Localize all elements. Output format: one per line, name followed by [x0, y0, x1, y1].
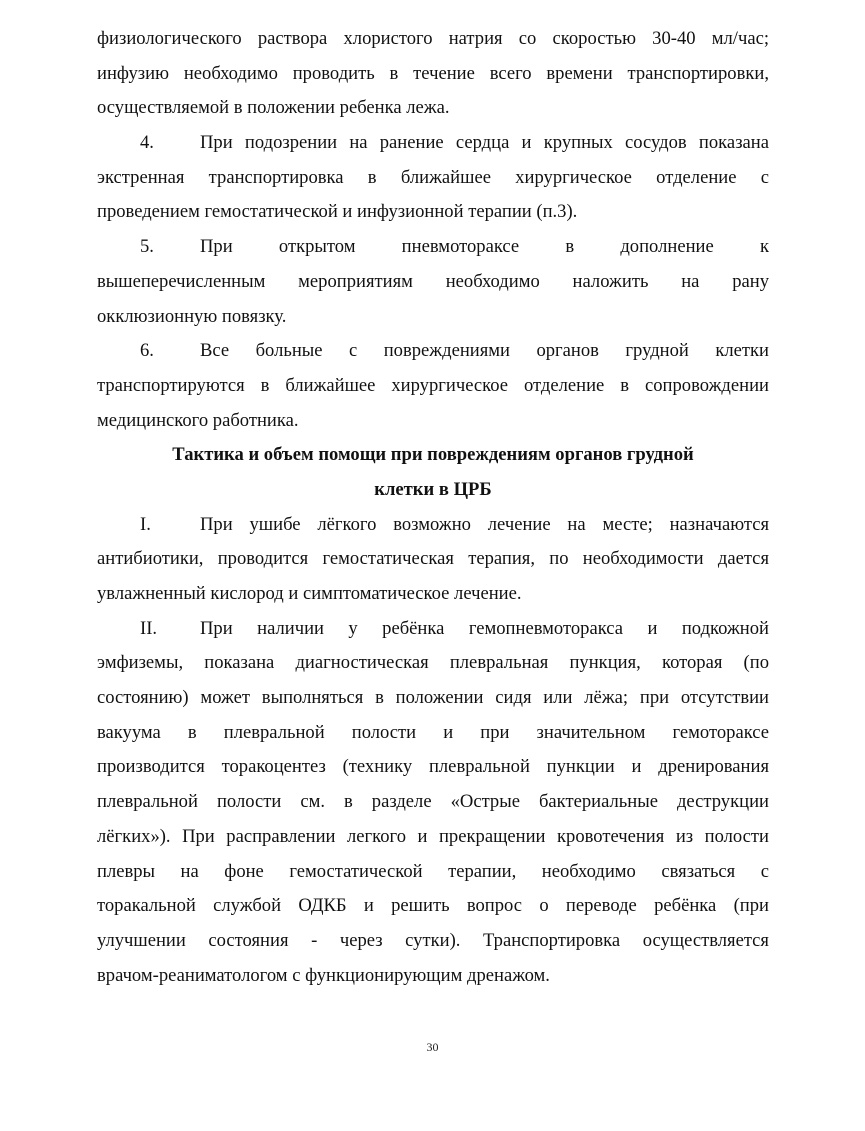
- item-first-line: [97, 612, 769, 647]
- heading-line: клетки в ЦРБ: [374, 478, 492, 500]
- text-line: увлажненный кислород и симптоматическое лечение.: [97, 583, 522, 604]
- text-line: транспортируются в ближайшее хирургическое отделение в сопровождении: [97, 374, 769, 396]
- item-number: 5.: [140, 236, 154, 258]
- page-number: 30: [426, 1040, 439, 1054]
- document-page: [97, 22, 769, 993]
- item-first-line: [97, 230, 769, 265]
- section-item-i: [97, 508, 769, 612]
- text-line: торакальной службой ОДКБ и решить вопрос о переводе ребёнка (при: [97, 895, 769, 917]
- text-line: плевральной полости см. в разделе «Острые бактериальные деструкции: [97, 791, 769, 813]
- item-number: I.: [140, 513, 151, 535]
- item-first-text: Все больные с повреждениями органов грудной клетки: [200, 340, 769, 362]
- intro-paragraph: [97, 22, 769, 126]
- text-line: состоянию) может выполняться в положении сидя или лёжа; при отсутствии: [97, 687, 769, 709]
- text-line: вышеперечисленным мероприятиям необходимо наложить на рану: [97, 270, 769, 292]
- heading-line: Тактика и объем помощи при повреждениям органов грудной: [172, 444, 694, 466]
- list-item-6: [97, 334, 769, 438]
- item-first-line: [97, 334, 769, 369]
- section-item-ii: [97, 612, 769, 994]
- item-number: 6.: [140, 340, 154, 362]
- item-first-line: [97, 508, 769, 543]
- item-number: II.: [140, 617, 158, 639]
- text-line: эмфиземы, показана диагностическая плевральная пункция, которая (по: [97, 652, 769, 674]
- text-line: медицинского работника.: [97, 409, 299, 431]
- text-line: окклюзионную повязку.: [97, 305, 287, 327]
- text-line: физиологического раствора хлористого натрия со скоростью 30-40 мл/час;: [97, 28, 769, 49]
- list-item-5: [97, 230, 769, 334]
- text-line: производится торакоцентез (технику плевральной пункции и дренирования: [97, 756, 769, 778]
- section-heading: [97, 438, 769, 507]
- text-line: экстренная транспортировка в ближайшее хирургическое отделение с: [97, 166, 769, 188]
- text-line: плевры на фоне гемостатической терапии, необходимо связаться с: [97, 860, 769, 882]
- text-line: антибиотики, проводится гемостатическая терапия, по необходимости дается: [97, 548, 769, 570]
- list-item-4: [97, 126, 769, 230]
- text-line: вакуума в плевральной полости и при значительном гемотораксе: [97, 721, 769, 743]
- text-line: осуществляемой в положении ребенка лежа.: [97, 97, 450, 119]
- text-line: инфузию необходимо проводить в течение всего времени транспортировки,: [97, 62, 769, 84]
- text-line: врачом-реаниматологом с функционирующим дренажом.: [97, 964, 550, 986]
- item-first-text: При ушибе лёгкого возможно лечение на месте; назначаются: [200, 513, 769, 535]
- item-first-text: При открытом пневмотораксе в дополнение к: [200, 236, 769, 258]
- item-first-line: [97, 126, 769, 161]
- text-line: улучшении состояния - через сутки). Транспортировка осуществляется: [97, 929, 769, 951]
- item-first-text: При наличии у ребёнка гемопневмоторакса и подкожной: [200, 617, 769, 639]
- item-first-text: При подозрении на ранение сердца и крупных сосудов показана: [200, 132, 769, 154]
- text-line: проведением гемостатической и инфузионной терапии (п.3).: [97, 201, 578, 223]
- text-line: лёгких»). При расправлении легкого и прекращении кровотечения из полости: [97, 825, 769, 847]
- item-number: 4.: [140, 132, 154, 154]
